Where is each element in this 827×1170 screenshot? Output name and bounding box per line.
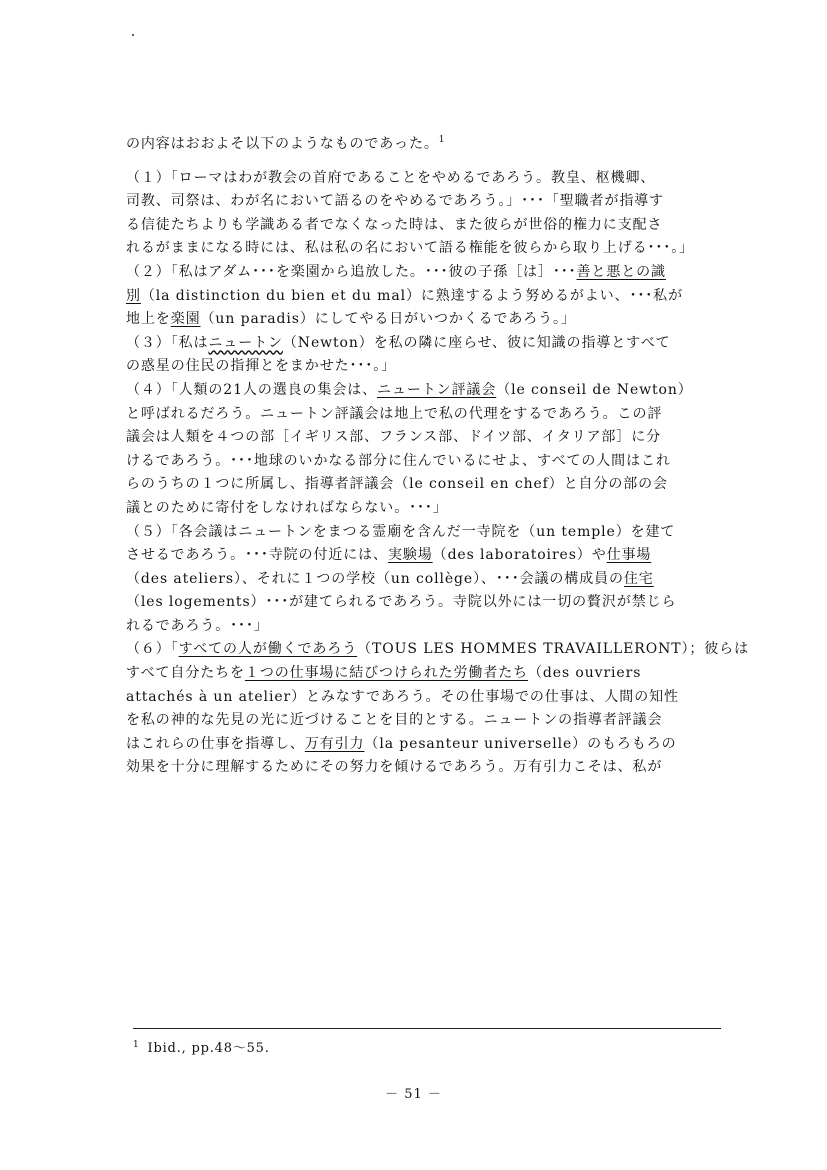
text-line: （６）「すべての人が働くであろう（TOUS LES HOMMES TRAVAILLERONT）；彼らは [126, 641, 749, 658]
text-line: る信徒たちよりも学識ある者でなくなった時は、また彼らが世俗的権力に支配さ [126, 216, 663, 233]
footnote-reference: 1 [438, 135, 446, 145]
text-line: （les logements）･･･が建てられるであろう。寺院以外には一切の贅沢が禁じら [126, 594, 677, 611]
text-line: （１）「ローマはわが教会の首府であることをやめるであろう。教皇、枢機卿、 [126, 169, 656, 186]
text-line: の内容はおおよそ以下のようなものであった。$^1$ [126, 135, 446, 152]
text-line: れるがままになる時には、私は私の名において語る権能を彼らから取り上げる･･･。」 [126, 240, 694, 257]
text-line: 司教、司祭は、わが名において語るのをやめるであろう。」･･･「聖職者が指導す [126, 193, 665, 210]
text-line: れるであろう。･･･」 [126, 617, 269, 634]
underlined-term: １つの仕事場に結びつけられた労働者たち [244, 665, 529, 682]
body-text [126, 133, 749, 780]
text-line: 地上を楽園（un paradis）にしてやる日がいつかくるであろう。」 [126, 311, 576, 328]
underlined-term: ニュートン評議会 [377, 381, 497, 398]
text-line: （des ateliers）、それに１つの学校（un collège）、･･･会議の構成員の住宅 [126, 570, 654, 587]
underlined-term: 万有引力 [304, 735, 365, 752]
underlined-term: 善と悪との識 [576, 263, 666, 280]
wavy-underlined-term: ニュートン [208, 334, 283, 351]
text-line: （５）「各会議はニュートンをまつる霊廟を含んだ一寺院を（un temple）を建て [126, 523, 676, 540]
underlined-term: すべての人が働くであろう [178, 641, 358, 658]
text-line: らのうちの１つに所属し、指導者評議会（le conseil en chef）と自分の部の会 [126, 476, 668, 493]
underlined-term: 仕事場 [606, 547, 652, 564]
text-line: （４）「人類の21人の選良の集会は、ニュートン評議会（le conseil de Newton） [126, 381, 693, 398]
footnote-text: Ibid., pp.48～55. [147, 1041, 270, 1056]
footnote-marker: 1 [133, 1040, 140, 1050]
footnote-rule [133, 1028, 721, 1029]
text-line: 議会は人類を４つの部［イギリス部、フランス部、ドイツ部、イタリア部］に分 [126, 429, 661, 446]
text-line: 別（la distinction du bien et du mal）に熟達するよう努めるがよい、･･･私が [126, 287, 683, 304]
text-line: はこれらの仕事を指導し、万有引力（la pesanteur universelle）のもろもろの [126, 735, 677, 752]
text-line: を私の神的な先見の光に近づけることを目的とする。ニュートンの指導者評議会 [126, 712, 663, 729]
text-line: させるであろう。･･･寺院の付近には、実験場（des laboratoires）や仕事場 [126, 547, 652, 564]
text-line: 議とのために寄付をしなければならない。･･･」 [126, 499, 448, 516]
underlined-term: 実験場 [387, 547, 433, 564]
underlined-term: 別 [126, 287, 141, 304]
underlined-term: 楽園 [170, 311, 201, 328]
scan-speck [132, 34, 134, 36]
footnote [133, 1037, 270, 1056]
text-line: attachés à un atelier）とみなすであろう。その仕事場での仕事は、人間の知性 [126, 688, 679, 705]
underlined-term: 住宅 [623, 570, 654, 587]
text-line: （３）「私はニュートン（Newton）を私の隣に座らせ、彼に知識の指導とすべて [126, 334, 671, 351]
text-line: と呼ばれるだろう。ニュートン評議会は地上で私の代理をするであろう。この評 [126, 405, 663, 422]
text-line: すべて自分たちを１つの仕事場に結びつけられた労働者たち（des ouvriers [126, 665, 642, 682]
text-line: けるであろう。･･･地球のいかなる部分に住んでいるにせよ、すべての人間はこれ [126, 452, 671, 469]
text-line: （２）「私はアダム･･･を楽園から追放した。･･･彼の子孫［は］･･･善と悪との識 [126, 263, 666, 280]
text-line: 効果を十分に理解するためにその努力を傾けるであろう。万有引力こそは、私が [126, 759, 663, 776]
page-number: － 51 － [385, 1087, 442, 1102]
text-line: の惑星の住民の指揮とをまかせた･･･。」 [126, 358, 396, 375]
